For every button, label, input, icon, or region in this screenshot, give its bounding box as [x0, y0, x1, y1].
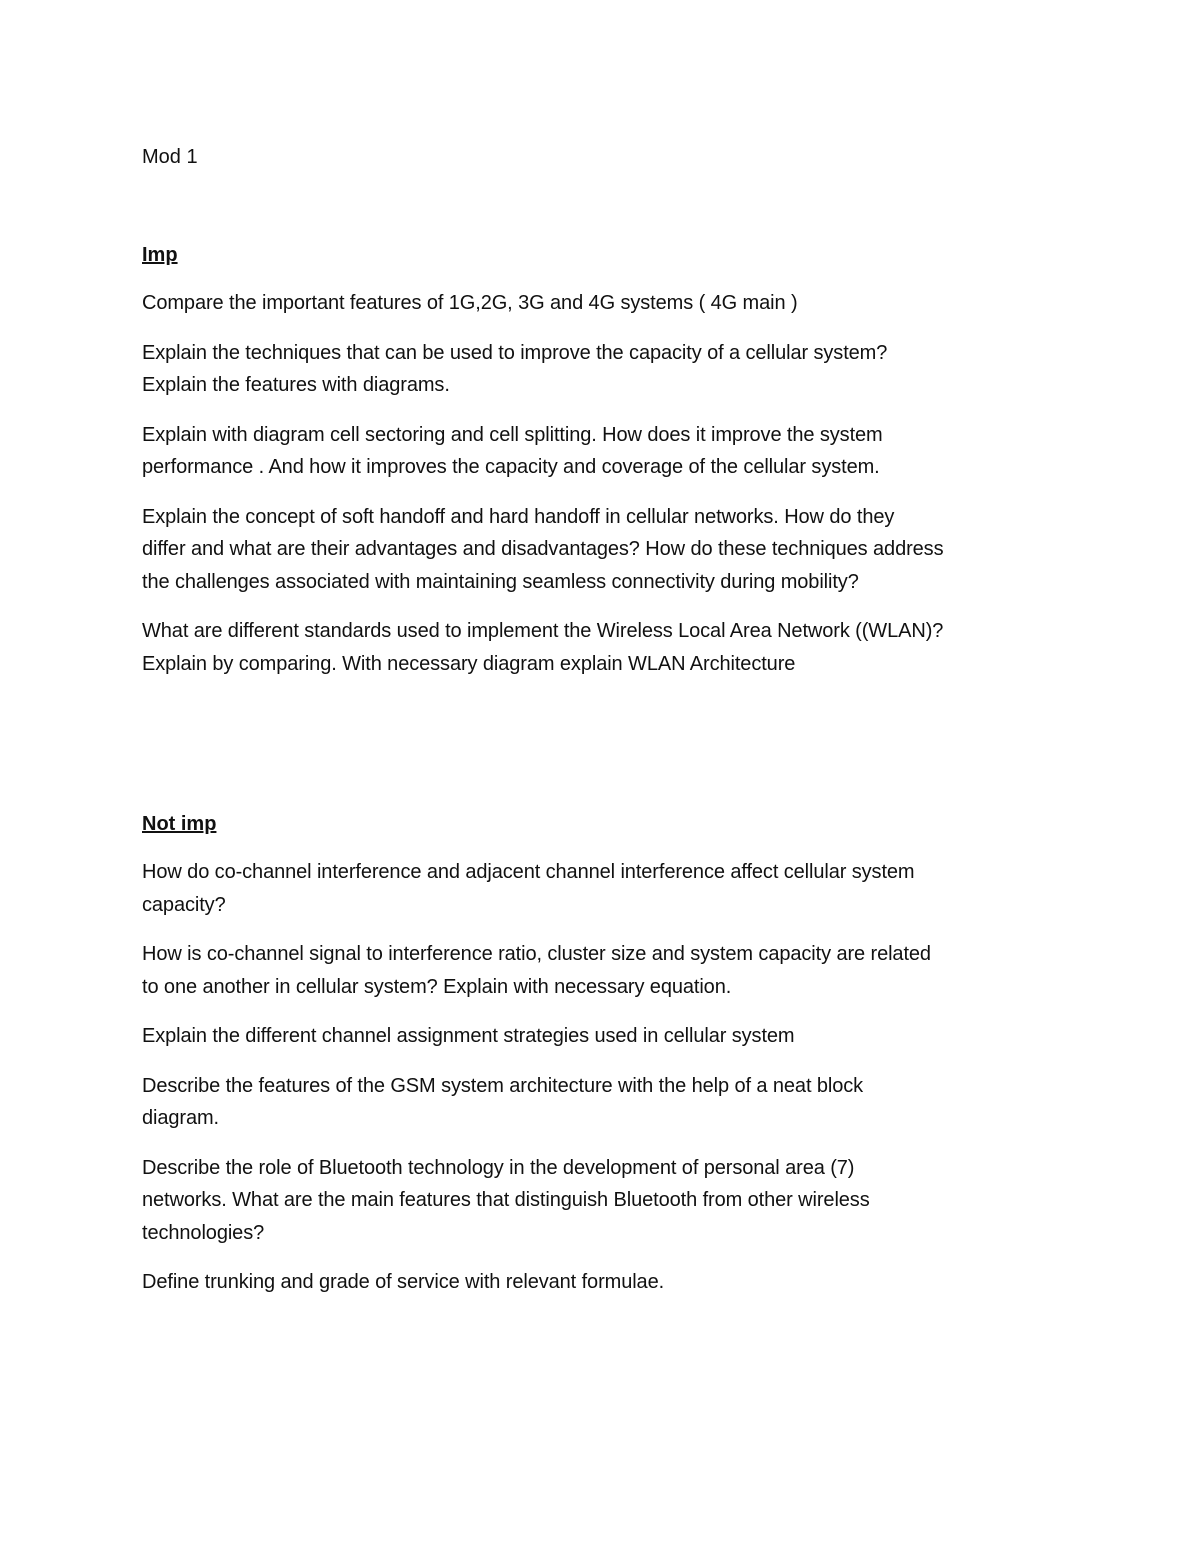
not-important-heading: Not imp	[142, 813, 217, 835]
not-important-question	[142, 938, 1072, 1003]
question-line: What are different standards used to implement the Wireless Local Area Network ((WLAN)?	[142, 620, 944, 642]
question-line: Explain the concept of soft handoff and hard handoff in cellular networks. How do they	[142, 505, 895, 528]
not-important-question	[142, 856, 1072, 921]
question-line: Define trunking and grade of service with relevant formulae.	[142, 1271, 665, 1293]
important-question	[142, 615, 1072, 680]
important-question-list	[142, 287, 1072, 680]
not-important-question	[142, 1070, 1072, 1135]
question-line: Explain the features with diagrams.	[142, 374, 450, 396]
question-line: diagram.	[142, 1107, 220, 1129]
question-line: technologies?	[142, 1221, 265, 1244]
question-line: Explain the different channel assignment strategies used in cellular system	[142, 1025, 795, 1047]
not-important-question	[142, 1020, 1072, 1053]
important-heading: Imp	[142, 244, 178, 266]
question-line: Describe the features of the GSM system architecture with the help of a neat block	[142, 1074, 864, 1097]
important-question	[142, 287, 1072, 320]
question-line: performance . And how it improves the capacity and coverage of the cellular system.	[142, 456, 880, 478]
question-line: Explain the techniques that can be used to improve the capacity of a cellular system?	[142, 341, 888, 364]
document-content	[142, 141, 1072, 1316]
question-line: differ and what are their advantages and disadvantages? How do these techniques address	[142, 538, 944, 560]
question-line: Describe the role of Bluetooth technology in the development of personal area (7)	[142, 1156, 855, 1179]
question-line: Explain by comparing. With necessary diagram explain WLAN Architecture	[142, 652, 796, 675]
important-question	[142, 501, 1072, 599]
question-line: Explain with diagram cell sectoring and cell splitting. How does it improve the system	[142, 423, 883, 446]
question-line: Compare the important features of 1G,2G, 3G and 4G systems ( 4G main )	[142, 292, 798, 314]
not-important-question	[142, 1266, 1072, 1299]
question-line: capacity?	[142, 893, 226, 916]
question-line: How do co-channel interference and adjacent channel interference affect cellular system	[142, 861, 915, 883]
module-title: Mod 1	[142, 146, 198, 168]
important-question	[142, 337, 1072, 402]
important-question	[142, 419, 1072, 484]
not-important-question	[142, 1152, 1072, 1250]
not-important-question-list	[142, 856, 1072, 1299]
question-line: networks. What are the main features that distinguish Bluetooth from other wireless	[142, 1189, 870, 1211]
question-line: to one another in cellular system? Explain with necessary equation.	[142, 975, 732, 998]
question-line: the challenges associated with maintaining seamless connectivity during mobility?	[142, 570, 859, 593]
question-line: How is co-channel signal to interference ratio, cluster size and system capacity are related	[142, 943, 931, 965]
